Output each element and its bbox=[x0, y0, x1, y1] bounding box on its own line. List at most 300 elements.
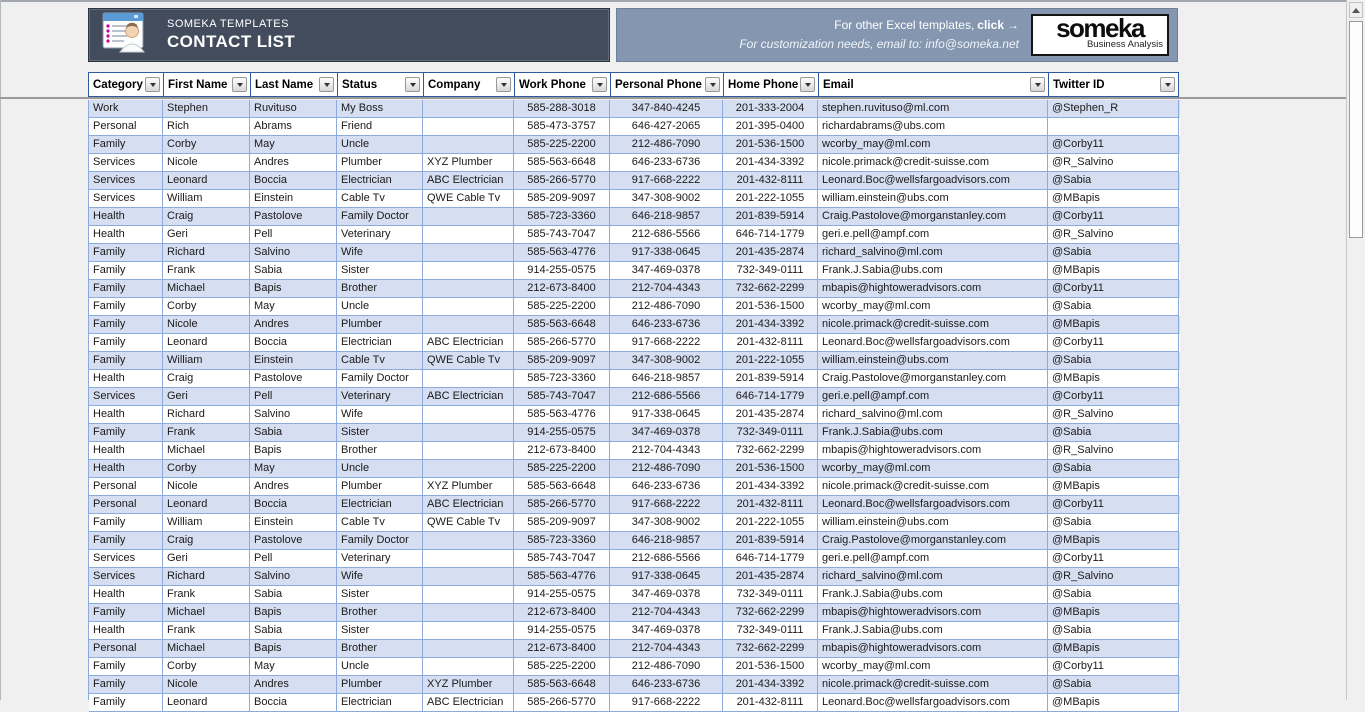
cell-last-name[interactable]: Salvino bbox=[250, 406, 337, 424]
cell-email[interactable]: nicole.primack@credit-suisse.com bbox=[818, 154, 1048, 172]
cell-email[interactable]: mbapis@hightoweradvisors.com bbox=[818, 442, 1048, 460]
cell-first-name[interactable]: Leonard bbox=[163, 496, 250, 514]
cell-first-name[interactable]: Leonard bbox=[163, 694, 250, 712]
cell-work-phone[interactable]: 914-255-0575 bbox=[514, 262, 610, 280]
cell-email[interactable]: Frank.J.Sabia@ubs.com bbox=[818, 622, 1048, 640]
cell-twitter-id[interactable]: @Corby11 bbox=[1048, 388, 1179, 406]
cell-twitter-id[interactable]: @MBapis bbox=[1048, 532, 1179, 550]
cell-company[interactable]: QWE Cable Tv bbox=[423, 190, 514, 208]
cell-personal-phone[interactable]: 347-469-0378 bbox=[610, 586, 723, 604]
cell-first-name[interactable]: Corby bbox=[163, 460, 250, 478]
cell-company[interactable]: QWE Cable Tv bbox=[423, 352, 514, 370]
cell-status[interactable]: Wife bbox=[337, 244, 423, 262]
cell-company[interactable] bbox=[423, 622, 514, 640]
cell-company[interactable]: ABC Electrician bbox=[423, 496, 514, 514]
cell-twitter-id[interactable]: @Sabia bbox=[1048, 586, 1179, 604]
cell-email[interactable]: nicole.primack@credit-suisse.com bbox=[818, 478, 1048, 496]
cell-twitter-id[interactable]: @MBapis bbox=[1048, 370, 1179, 388]
cell-work-phone[interactable]: 585-723-3360 bbox=[514, 532, 610, 550]
cell-category[interactable]: Family bbox=[89, 334, 163, 352]
cell-email[interactable]: mbapis@hightoweradvisors.com bbox=[818, 280, 1048, 298]
cell-first-name[interactable]: Nicole bbox=[163, 478, 250, 496]
vertical-scrollbar[interactable] bbox=[1346, 0, 1365, 700]
cell-status[interactable]: Brother bbox=[337, 442, 423, 460]
cell-twitter-id[interactable]: @MBapis bbox=[1048, 694, 1179, 712]
cell-email[interactable]: Frank.J.Sabia@ubs.com bbox=[818, 262, 1048, 280]
cell-work-phone[interactable]: 585-209-9097 bbox=[514, 190, 610, 208]
cell-status[interactable]: Wife bbox=[337, 568, 423, 586]
cell-category[interactable]: Family bbox=[89, 514, 163, 532]
cell-twitter-id[interactable]: @MBapis bbox=[1048, 478, 1179, 496]
cell-first-name[interactable]: Frank bbox=[163, 622, 250, 640]
cell-last-name[interactable]: Boccia bbox=[250, 172, 337, 190]
cell-first-name[interactable]: Geri bbox=[163, 388, 250, 406]
cell-last-name[interactable]: Andres bbox=[250, 676, 337, 694]
cell-work-phone[interactable]: 585-743-7047 bbox=[514, 226, 610, 244]
cell-work-phone[interactable]: 585-723-3360 bbox=[514, 208, 610, 226]
cell-work-phone[interactable]: 585-288-3018 bbox=[514, 100, 610, 118]
cell-category[interactable]: Health bbox=[89, 406, 163, 424]
cell-personal-phone[interactable]: 212-486-7090 bbox=[610, 298, 723, 316]
cell-email[interactable]: geri.e.pell@ampf.com bbox=[818, 388, 1048, 406]
cell-category[interactable]: Family bbox=[89, 298, 163, 316]
filter-dropdown-last-name[interactable] bbox=[319, 77, 334, 92]
cell-email[interactable]: Leonard.Boc@wellsfargoadvisors.com bbox=[818, 334, 1048, 352]
cell-personal-phone[interactable]: 347-308-9002 bbox=[610, 514, 723, 532]
filter-dropdown-first-name[interactable] bbox=[232, 77, 247, 92]
promo-click-link[interactable]: click bbox=[977, 18, 1004, 32]
cell-personal-phone[interactable]: 347-469-0378 bbox=[610, 622, 723, 640]
cell-twitter-id[interactable]: @Sabia bbox=[1048, 244, 1179, 262]
cell-home-phone[interactable]: 732-662-2299 bbox=[723, 280, 818, 298]
cell-category[interactable]: Family bbox=[89, 136, 163, 154]
cell-first-name[interactable]: Geri bbox=[163, 550, 250, 568]
cell-first-name[interactable]: Corby bbox=[163, 136, 250, 154]
cell-category[interactable]: Health bbox=[89, 226, 163, 244]
filter-dropdown-personal-phone[interactable] bbox=[705, 77, 720, 92]
cell-category[interactable]: Personal bbox=[89, 496, 163, 514]
cell-personal-phone[interactable]: 917-668-2222 bbox=[610, 334, 723, 352]
cell-last-name[interactable]: Pell bbox=[250, 388, 337, 406]
cell-work-phone[interactable]: 585-225-2200 bbox=[514, 136, 610, 154]
cell-twitter-id[interactable]: @R_Salvino bbox=[1048, 154, 1179, 172]
cell-status[interactable]: Plumber bbox=[337, 316, 423, 334]
cell-last-name[interactable]: Bapis bbox=[250, 640, 337, 658]
cell-home-phone[interactable]: 201-839-5914 bbox=[723, 532, 818, 550]
cell-status[interactable]: Electrician bbox=[337, 334, 423, 352]
cell-status[interactable]: Cable Tv bbox=[337, 352, 423, 370]
cell-first-name[interactable]: Michael bbox=[163, 604, 250, 622]
cell-last-name[interactable]: Pell bbox=[250, 550, 337, 568]
cell-last-name[interactable]: Andres bbox=[250, 154, 337, 172]
cell-company[interactable] bbox=[423, 586, 514, 604]
cell-first-name[interactable]: Frank bbox=[163, 586, 250, 604]
cell-status[interactable]: Sister bbox=[337, 586, 423, 604]
cell-work-phone[interactable]: 212-673-8400 bbox=[514, 280, 610, 298]
cell-twitter-id[interactable]: @MBapis bbox=[1048, 316, 1179, 334]
cell-status[interactable]: Sister bbox=[337, 424, 423, 442]
cell-status[interactable]: Plumber bbox=[337, 478, 423, 496]
cell-work-phone[interactable]: 585-723-3360 bbox=[514, 370, 610, 388]
cell-company[interactable] bbox=[423, 298, 514, 316]
cell-personal-phone[interactable]: 917-668-2222 bbox=[610, 496, 723, 514]
cell-last-name[interactable]: Einstein bbox=[250, 514, 337, 532]
cell-twitter-id[interactable]: @Sabia bbox=[1048, 514, 1179, 532]
cell-status[interactable]: Uncle bbox=[337, 658, 423, 676]
cell-company[interactable]: XYZ Plumber bbox=[423, 154, 514, 172]
cell-company[interactable]: ABC Electrician bbox=[423, 388, 514, 406]
cell-email[interactable]: mbapis@hightoweradvisors.com bbox=[818, 640, 1048, 658]
cell-work-phone[interactable]: 585-563-6648 bbox=[514, 478, 610, 496]
cell-last-name[interactable]: Boccia bbox=[250, 694, 337, 712]
cell-personal-phone[interactable]: 646-233-6736 bbox=[610, 478, 723, 496]
cell-twitter-id[interactable]: @R_Salvino bbox=[1048, 568, 1179, 586]
cell-company[interactable]: QWE Cable Tv bbox=[423, 514, 514, 532]
cell-last-name[interactable]: Boccia bbox=[250, 496, 337, 514]
cell-category[interactable]: Health bbox=[89, 586, 163, 604]
cell-status[interactable]: Uncle bbox=[337, 298, 423, 316]
cell-personal-phone[interactable]: 347-840-4245 bbox=[610, 100, 723, 118]
cell-last-name[interactable]: Sabia bbox=[250, 424, 337, 442]
cell-home-phone[interactable]: 201-839-5914 bbox=[723, 208, 818, 226]
cell-category[interactable]: Health bbox=[89, 208, 163, 226]
cell-status[interactable]: Friend bbox=[337, 118, 423, 136]
cell-twitter-id[interactable]: @Corby11 bbox=[1048, 550, 1179, 568]
cell-twitter-id[interactable]: @Sabia bbox=[1048, 172, 1179, 190]
cell-email[interactable]: Leonard.Boc@wellsfargoadvisors.com bbox=[818, 694, 1048, 712]
cell-category[interactable]: Family bbox=[89, 676, 163, 694]
cell-home-phone[interactable]: 201-536-1500 bbox=[723, 298, 818, 316]
cell-personal-phone[interactable]: 917-338-0645 bbox=[610, 244, 723, 262]
cell-personal-phone[interactable]: 212-486-7090 bbox=[610, 460, 723, 478]
cell-category[interactable]: Family bbox=[89, 694, 163, 712]
cell-home-phone[interactable]: 732-662-2299 bbox=[723, 604, 818, 622]
cell-personal-phone[interactable]: 347-469-0378 bbox=[610, 424, 723, 442]
filter-dropdown-work-phone[interactable] bbox=[592, 77, 607, 92]
cell-twitter-id[interactable]: @Sabia bbox=[1048, 424, 1179, 442]
cell-twitter-id[interactable]: @Corby11 bbox=[1048, 658, 1179, 676]
cell-last-name[interactable]: Boccia bbox=[250, 334, 337, 352]
cell-home-phone[interactable]: 732-349-0111 bbox=[723, 622, 818, 640]
filter-dropdown-category[interactable] bbox=[145, 77, 160, 92]
cell-email[interactable]: Craig.Pastolove@morganstanley.com bbox=[818, 532, 1048, 550]
cell-category[interactable]: Health bbox=[89, 460, 163, 478]
cell-email[interactable]: wcorby_may@ml.com bbox=[818, 658, 1048, 676]
cell-work-phone[interactable]: 585-743-7047 bbox=[514, 388, 610, 406]
cell-work-phone[interactable]: 585-266-5770 bbox=[514, 694, 610, 712]
cell-email[interactable]: Frank.J.Sabia@ubs.com bbox=[818, 586, 1048, 604]
cell-email[interactable]: Leonard.Boc@wellsfargoadvisors.com bbox=[818, 496, 1048, 514]
cell-status[interactable]: Family Doctor bbox=[337, 370, 423, 388]
cell-work-phone[interactable]: 585-563-4776 bbox=[514, 568, 610, 586]
cell-personal-phone[interactable]: 212-704-4343 bbox=[610, 280, 723, 298]
cell-status[interactable]: Brother bbox=[337, 280, 423, 298]
cell-twitter-id[interactable]: @R_Salvino bbox=[1048, 406, 1179, 424]
cell-category[interactable]: Family bbox=[89, 604, 163, 622]
cell-last-name[interactable]: Salvino bbox=[250, 568, 337, 586]
cell-personal-phone[interactable]: 917-338-0645 bbox=[610, 568, 723, 586]
cell-company[interactable]: ABC Electrician bbox=[423, 172, 514, 190]
cell-last-name[interactable]: Bapis bbox=[250, 604, 337, 622]
cell-category[interactable]: Family bbox=[89, 352, 163, 370]
cell-last-name[interactable]: Pell bbox=[250, 226, 337, 244]
cell-home-phone[interactable]: 201-333-2004 bbox=[723, 100, 818, 118]
cell-email[interactable]: nicole.primack@credit-suisse.com bbox=[818, 316, 1048, 334]
cell-company[interactable] bbox=[423, 442, 514, 460]
cell-first-name[interactable]: Craig bbox=[163, 370, 250, 388]
cell-email[interactable]: william.einstein@ubs.com bbox=[818, 514, 1048, 532]
cell-category[interactable]: Work bbox=[89, 100, 163, 118]
cell-category[interactable]: Services bbox=[89, 550, 163, 568]
cell-twitter-id[interactable]: @Corby11 bbox=[1048, 208, 1179, 226]
cell-work-phone[interactable]: 585-225-2200 bbox=[514, 658, 610, 676]
cell-status[interactable]: Veterinary bbox=[337, 388, 423, 406]
cell-last-name[interactable]: Abrams bbox=[250, 118, 337, 136]
cell-personal-phone[interactable]: 212-486-7090 bbox=[610, 658, 723, 676]
cell-home-phone[interactable]: 201-432-8111 bbox=[723, 694, 818, 712]
cell-email[interactable]: geri.e.pell@ampf.com bbox=[818, 226, 1048, 244]
cell-category[interactable]: Family bbox=[89, 658, 163, 676]
cell-first-name[interactable]: Michael bbox=[163, 280, 250, 298]
cell-first-name[interactable]: Leonard bbox=[163, 334, 250, 352]
cell-work-phone[interactable]: 585-209-9097 bbox=[514, 514, 610, 532]
cell-home-phone[interactable]: 732-349-0111 bbox=[723, 586, 818, 604]
cell-personal-phone[interactable]: 646-218-9857 bbox=[610, 532, 723, 550]
cell-home-phone[interactable]: 201-222-1055 bbox=[723, 190, 818, 208]
cell-first-name[interactable]: Richard bbox=[163, 568, 250, 586]
cell-home-phone[interactable]: 201-395-0400 bbox=[723, 118, 818, 136]
cell-first-name[interactable]: Richard bbox=[163, 244, 250, 262]
cell-status[interactable]: Cable Tv bbox=[337, 514, 423, 532]
cell-status[interactable]: Uncle bbox=[337, 136, 423, 154]
cell-twitter-id[interactable]: @Sabia bbox=[1048, 460, 1179, 478]
cell-status[interactable]: Brother bbox=[337, 640, 423, 658]
cell-home-phone[interactable]: 201-432-8111 bbox=[723, 334, 818, 352]
cell-home-phone[interactable]: 646-714-1779 bbox=[723, 226, 818, 244]
filter-dropdown-email[interactable] bbox=[1030, 77, 1045, 92]
cell-work-phone[interactable]: 585-743-7047 bbox=[514, 550, 610, 568]
cell-email[interactable]: wcorby_may@ml.com bbox=[818, 298, 1048, 316]
cell-category[interactable]: Services bbox=[89, 154, 163, 172]
cell-first-name[interactable]: Michael bbox=[163, 442, 250, 460]
cell-last-name[interactable]: Sabia bbox=[250, 262, 337, 280]
cell-category[interactable]: Personal bbox=[89, 118, 163, 136]
cell-personal-phone[interactable]: 646-233-6736 bbox=[610, 676, 723, 694]
cell-twitter-id[interactable]: @Sabia bbox=[1048, 298, 1179, 316]
cell-personal-phone[interactable]: 347-308-9002 bbox=[610, 190, 723, 208]
cell-personal-phone[interactable]: 212-704-4343 bbox=[610, 640, 723, 658]
cell-email[interactable]: richardabrams@ubs.com bbox=[818, 118, 1048, 136]
cell-first-name[interactable]: Richard bbox=[163, 406, 250, 424]
cell-category[interactable]: Family bbox=[89, 532, 163, 550]
cell-company[interactable] bbox=[423, 460, 514, 478]
cell-twitter-id[interactable]: @R_Salvino bbox=[1048, 226, 1179, 244]
cell-twitter-id[interactable]: @Stephen_R bbox=[1048, 100, 1179, 118]
cell-company[interactable] bbox=[423, 262, 514, 280]
cell-twitter-id[interactable]: @Sabia bbox=[1048, 352, 1179, 370]
cell-personal-phone[interactable]: 917-668-2222 bbox=[610, 172, 723, 190]
cell-first-name[interactable]: Frank bbox=[163, 262, 250, 280]
cell-first-name[interactable]: William bbox=[163, 190, 250, 208]
cell-work-phone[interactable]: 212-673-8400 bbox=[514, 604, 610, 622]
cell-category[interactable]: Personal bbox=[89, 640, 163, 658]
cell-email[interactable]: nicole.primack@credit-suisse.com bbox=[818, 676, 1048, 694]
cell-personal-phone[interactable]: 646-218-9857 bbox=[610, 208, 723, 226]
cell-personal-phone[interactable]: 646-233-6736 bbox=[610, 154, 723, 172]
cell-email[interactable]: richard_salvino@ml.com bbox=[818, 244, 1048, 262]
cell-company[interactable] bbox=[423, 226, 514, 244]
cell-category[interactable]: Family bbox=[89, 316, 163, 334]
cell-first-name[interactable]: Corby bbox=[163, 658, 250, 676]
cell-home-phone[interactable]: 201-536-1500 bbox=[723, 136, 818, 154]
cell-work-phone[interactable]: 585-225-2200 bbox=[514, 460, 610, 478]
cell-first-name[interactable]: William bbox=[163, 514, 250, 532]
cell-email[interactable]: mbapis@hightoweradvisors.com bbox=[818, 604, 1048, 622]
cell-last-name[interactable]: Pastolove bbox=[250, 208, 337, 226]
filter-dropdown-home-phone[interactable] bbox=[800, 77, 815, 92]
cell-home-phone[interactable]: 732-662-2299 bbox=[723, 442, 818, 460]
cell-email[interactable]: william.einstein@ubs.com bbox=[818, 352, 1048, 370]
cell-company[interactable] bbox=[423, 118, 514, 136]
cell-home-phone[interactable]: 201-222-1055 bbox=[723, 514, 818, 532]
cell-last-name[interactable]: Pastolove bbox=[250, 370, 337, 388]
cell-last-name[interactable]: Pastolove bbox=[250, 532, 337, 550]
cell-home-phone[interactable]: 201-435-2874 bbox=[723, 244, 818, 262]
cell-first-name[interactable]: Stephen bbox=[163, 100, 250, 118]
cell-last-name[interactable]: Einstein bbox=[250, 190, 337, 208]
cell-work-phone[interactable]: 585-563-4776 bbox=[514, 406, 610, 424]
filter-dropdown-company[interactable] bbox=[496, 77, 511, 92]
cell-category[interactable]: Services bbox=[89, 568, 163, 586]
cell-work-phone[interactable]: 914-255-0575 bbox=[514, 586, 610, 604]
cell-twitter-id[interactable]: @MBapis bbox=[1048, 604, 1179, 622]
cell-company[interactable] bbox=[423, 100, 514, 118]
cell-last-name[interactable]: Bapis bbox=[250, 280, 337, 298]
cell-personal-phone[interactable]: 212-686-5566 bbox=[610, 550, 723, 568]
cell-twitter-id[interactable]: @Sabia bbox=[1048, 676, 1179, 694]
cell-category[interactable]: Family bbox=[89, 280, 163, 298]
cell-personal-phone[interactable]: 646-218-9857 bbox=[610, 370, 723, 388]
cell-company[interactable] bbox=[423, 424, 514, 442]
cell-last-name[interactable]: Einstein bbox=[250, 352, 337, 370]
cell-status[interactable]: Plumber bbox=[337, 154, 423, 172]
cell-last-name[interactable]: May bbox=[250, 460, 337, 478]
cell-home-phone[interactable]: 201-432-8111 bbox=[723, 172, 818, 190]
cell-category[interactable]: Family bbox=[89, 244, 163, 262]
cell-last-name[interactable]: Andres bbox=[250, 316, 337, 334]
cell-home-phone[interactable]: 201-434-3392 bbox=[723, 316, 818, 334]
cell-status[interactable]: Family Doctor bbox=[337, 208, 423, 226]
cell-category[interactable]: Services bbox=[89, 172, 163, 190]
cell-company[interactable] bbox=[423, 604, 514, 622]
cell-first-name[interactable]: Geri bbox=[163, 226, 250, 244]
cell-email[interactable]: Craig.Pastolove@morganstanley.com bbox=[818, 370, 1048, 388]
cell-company[interactable] bbox=[423, 568, 514, 586]
cell-category[interactable]: Family bbox=[89, 424, 163, 442]
cell-email[interactable]: wcorby_may@ml.com bbox=[818, 460, 1048, 478]
cell-category[interactable]: Personal bbox=[89, 478, 163, 496]
cell-company[interactable] bbox=[423, 316, 514, 334]
cell-work-phone[interactable]: 585-563-6648 bbox=[514, 676, 610, 694]
cell-home-phone[interactable]: 201-434-3392 bbox=[723, 154, 818, 172]
cell-home-phone[interactable]: 201-222-1055 bbox=[723, 352, 818, 370]
cell-personal-phone[interactable]: 212-686-5566 bbox=[610, 388, 723, 406]
cell-company[interactable] bbox=[423, 370, 514, 388]
cell-home-phone[interactable]: 201-536-1500 bbox=[723, 658, 818, 676]
cell-first-name[interactable]: Rich bbox=[163, 118, 250, 136]
cell-last-name[interactable]: May bbox=[250, 298, 337, 316]
cell-status[interactable]: Cable Tv bbox=[337, 190, 423, 208]
cell-email[interactable]: wcorby_may@ml.com bbox=[818, 136, 1048, 154]
cell-work-phone[interactable]: 212-673-8400 bbox=[514, 442, 610, 460]
cell-first-name[interactable]: Craig bbox=[163, 532, 250, 550]
cell-status[interactable]: Veterinary bbox=[337, 226, 423, 244]
cell-status[interactable]: Sister bbox=[337, 622, 423, 640]
cell-home-phone[interactable]: 646-714-1779 bbox=[723, 550, 818, 568]
cell-twitter-id[interactable]: @R_Salvino bbox=[1048, 442, 1179, 460]
cell-personal-phone[interactable]: 212-486-7090 bbox=[610, 136, 723, 154]
cell-last-name[interactable]: Salvino bbox=[250, 244, 337, 262]
cell-company[interactable] bbox=[423, 640, 514, 658]
cell-first-name[interactable]: Michael bbox=[163, 640, 250, 658]
cell-status[interactable]: Veterinary bbox=[337, 550, 423, 568]
cell-twitter-id[interactable]: @Corby11 bbox=[1048, 280, 1179, 298]
cell-work-phone[interactable]: 585-209-9097 bbox=[514, 352, 610, 370]
cell-last-name[interactable]: Andres bbox=[250, 478, 337, 496]
cell-work-phone[interactable]: 585-563-6648 bbox=[514, 154, 610, 172]
cell-work-phone[interactable]: 585-563-4776 bbox=[514, 244, 610, 262]
cell-category[interactable]: Health bbox=[89, 622, 163, 640]
cell-status[interactable]: Electrician bbox=[337, 496, 423, 514]
cell-first-name[interactable]: William bbox=[163, 352, 250, 370]
cell-category[interactable]: Services bbox=[89, 388, 163, 406]
cell-home-phone[interactable]: 732-349-0111 bbox=[723, 262, 818, 280]
cell-work-phone[interactable]: 585-225-2200 bbox=[514, 298, 610, 316]
cell-twitter-id[interactable]: @MBapis bbox=[1048, 640, 1179, 658]
cell-category[interactable]: Family bbox=[89, 262, 163, 280]
cell-company[interactable]: XYZ Plumber bbox=[423, 676, 514, 694]
cell-category[interactable]: Services bbox=[89, 190, 163, 208]
cell-work-phone[interactable]: 585-266-5770 bbox=[514, 172, 610, 190]
cell-work-phone[interactable]: 585-473-3757 bbox=[514, 118, 610, 136]
cell-work-phone[interactable]: 585-266-5770 bbox=[514, 334, 610, 352]
cell-personal-phone[interactable]: 347-469-0378 bbox=[610, 262, 723, 280]
cell-personal-phone[interactable]: 212-704-4343 bbox=[610, 442, 723, 460]
cell-category[interactable]: Health bbox=[89, 442, 163, 460]
cell-last-name[interactable]: Ruvituso bbox=[250, 100, 337, 118]
cell-home-phone[interactable]: 201-435-2874 bbox=[723, 406, 818, 424]
cell-status[interactable]: My Boss bbox=[337, 100, 423, 118]
cell-status[interactable]: Wife bbox=[337, 406, 423, 424]
filter-dropdown-twitter-id[interactable] bbox=[1160, 77, 1175, 92]
cell-personal-phone[interactable]: 212-686-5566 bbox=[610, 226, 723, 244]
cell-home-phone[interactable]: 732-662-2299 bbox=[723, 640, 818, 658]
cell-first-name[interactable]: Nicole bbox=[163, 154, 250, 172]
cell-home-phone[interactable]: 201-432-8111 bbox=[723, 496, 818, 514]
cell-company[interactable] bbox=[423, 532, 514, 550]
cell-twitter-id[interactable]: @Corby11 bbox=[1048, 496, 1179, 514]
cell-status[interactable]: Electrician bbox=[337, 172, 423, 190]
cell-company[interactable]: XYZ Plumber bbox=[423, 478, 514, 496]
cell-company[interactable] bbox=[423, 550, 514, 568]
cell-last-name[interactable]: Sabia bbox=[250, 586, 337, 604]
cell-twitter-id[interactable]: @Corby11 bbox=[1048, 136, 1179, 154]
cell-home-phone[interactable]: 201-434-3392 bbox=[723, 478, 818, 496]
someka-logo[interactable] bbox=[1031, 14, 1169, 56]
cell-first-name[interactable]: Frank bbox=[163, 424, 250, 442]
cell-work-phone[interactable]: 914-255-0575 bbox=[514, 424, 610, 442]
cell-category[interactable]: Health bbox=[89, 370, 163, 388]
